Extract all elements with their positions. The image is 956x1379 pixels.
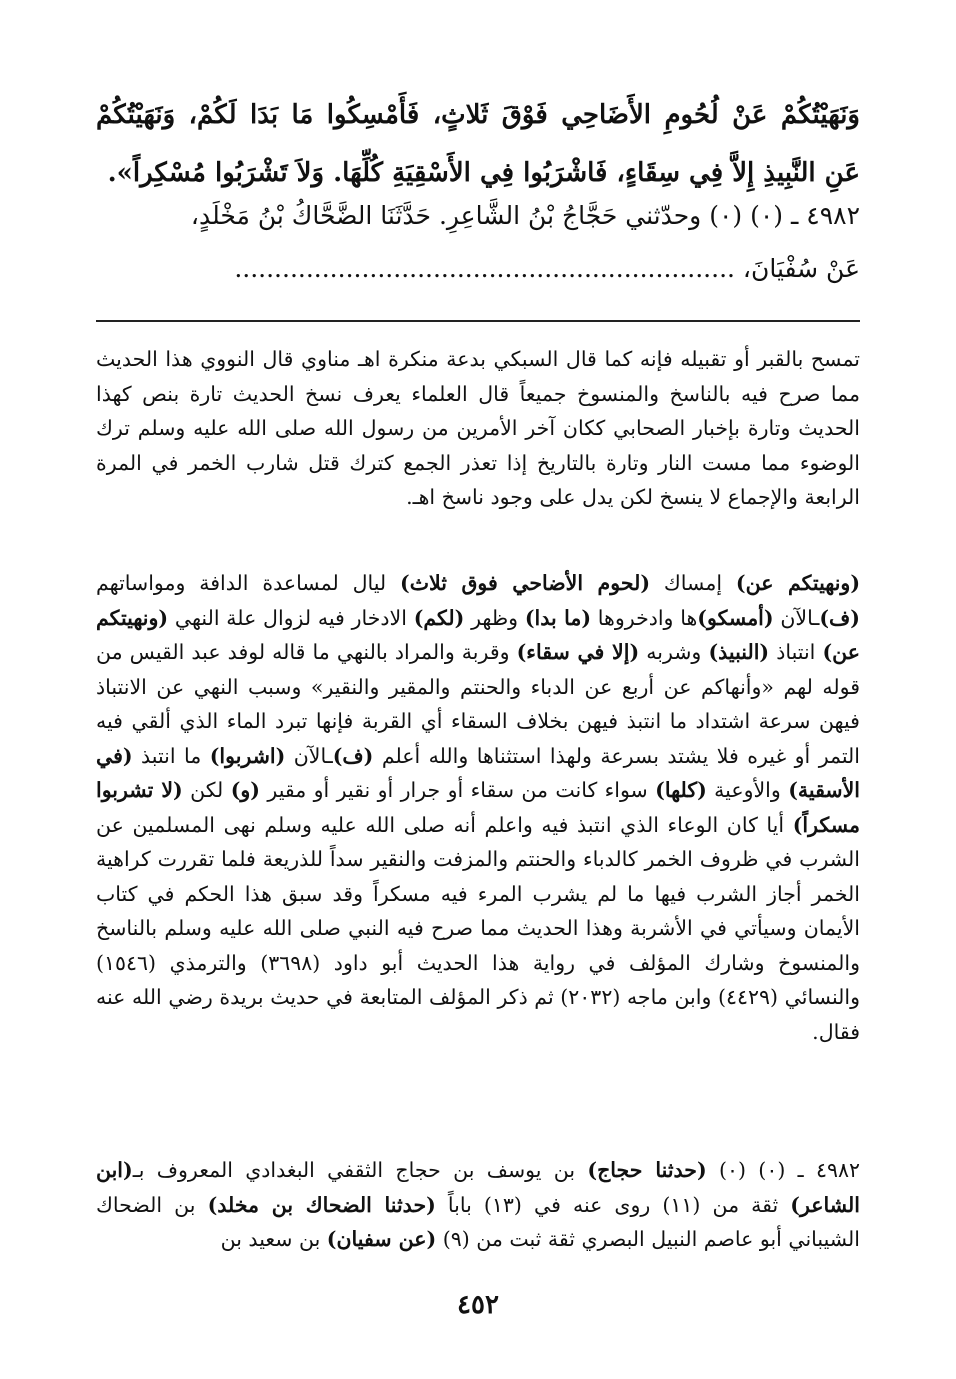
page-number: ٤٥٢ xyxy=(457,1290,499,1320)
hadith-matn: وَنَهَيْتُكُمْ عَنْ لُحُومِ الأَضَاحِي فَوْقَ ثَلاثٍ، فَأَمْسِكُوا مَا بَدَا لَكُمْ، وَنَهَيْتُكُمْ عَنِ النَّبِيذِ إِلاَّ فِي سِقَاءٍ، فَاشْرَبُوا فِي الأَسْقِيَةِ كُلِّهَا. وَلاَ تَشْرَبُوا مُسْكِراً». xyxy=(96,100,860,188)
quoted-hadith-phrase: (ف) xyxy=(332,743,374,768)
quoted-hadith-phrase: (لحوم الأضاحي فوق ثلاث) xyxy=(400,571,651,595)
commentary-span: انتباذ xyxy=(769,640,823,664)
quoted-hadith-phrase: (اشربوا) xyxy=(209,743,286,768)
quoted-hadith-phrase: (لا تشربوا مسكراً) xyxy=(96,778,860,837)
commentary-text: تمسح بالقبر أو تقبيله فإنه كما قال السبكي بدعة منكرة اهـ مناوي قال النووي هذا الحديث مما صرح فيه بالناسخ والمنسوخ جميعاً قال العلماء يعرف نسخ الحديث تارة بنص كهذا الحديث وتارة بإخبار الصحابي ككان آخر الأمرين من رسول الله صلى الله عليه وسلم ترك الوضوء مما مست النار وتارة بالتاريخ إذا تعذر الجمع كترك قتل شارب الخمر في المرة الرابعة والإجماع لا ينسخ لكن يدل على وجود ناسخ اهـ. xyxy=(96,347,860,509)
document-page xyxy=(96,0,860,1379)
commentary-span: لكن xyxy=(182,778,231,802)
quoted-hadith-phrase: (ما بدا) xyxy=(524,605,592,630)
commentary-paragraph-1 xyxy=(96,342,860,515)
commentary-text xyxy=(96,1153,860,1257)
isnad-line-1: ٤٩٨٢ ـ (٠) (٠) وحدّثني حَجَّاجُ بْنُ الشَّاعِرِ. حَدَّثَنَا الضَّحَّاكُ بْنُ مَخْلَدٍ، xyxy=(190,201,860,230)
quoted-hadith-phrase: (النبيذ) xyxy=(708,640,770,664)
commentary-span: الادخار فيه لزوال علة النهي xyxy=(168,605,414,630)
quoted-hadith-phrase: (ونهيتكم عن) xyxy=(735,571,861,595)
quoted-hadith-phrase: (ابن الشاعر) xyxy=(96,1158,860,1217)
quoted-hadith-phrase: (لكم) xyxy=(413,605,465,630)
commentary-span: إمساك xyxy=(650,571,736,595)
quoted-hadith-phrase: (ف) xyxy=(819,605,860,630)
quoted-hadith-phrase: (أمسكو) xyxy=(697,605,774,630)
quoted-hadith-phrase: (في الأسقية) xyxy=(96,743,860,802)
quoted-hadith-phrase: (و) xyxy=(230,778,260,802)
quoted-hadith-phrase: (حدثنا الضحاك بن مخلد) xyxy=(207,1192,436,1217)
commentary-span: بن سعيد بن xyxy=(220,1227,327,1251)
commentary-span: ها وادخروها xyxy=(591,605,698,630)
commentary-span: وظهر xyxy=(464,605,525,630)
commentary-span: سواء كانت من سقاء أو جرار أو نقير أو مقير xyxy=(260,778,656,802)
isnad-ellipsis: ............................................................... xyxy=(234,254,735,283)
commentary-span: والأوعية xyxy=(706,778,789,802)
commentary-span: ـالآن xyxy=(773,605,820,630)
quoted-hadith-phrase: (عن سفيان) xyxy=(326,1227,437,1251)
commentary-span: بن الضحاك الشيباني أبو عاصم النبيل البصري ثقة ثبت من (٩) xyxy=(96,1192,860,1251)
commentary-span: وشربه xyxy=(639,640,709,664)
commentary-paragraph-2 xyxy=(96,566,860,1049)
quoted-hadith-phrase: (كلها) xyxy=(655,778,707,802)
commentary-span: ليال لمساعدة الدافة ومواساتهم xyxy=(96,571,401,595)
isnad-narrator: عَنْ سُفْيَانَ، xyxy=(742,254,860,283)
commentary-text xyxy=(96,566,860,1049)
quoted-hadith-phrase: (حدثنا حجاج) xyxy=(587,1158,707,1182)
commentary-span: ثقة من (١١) روى عنه في (١٣) باباً xyxy=(435,1192,791,1217)
commentary-span: وقربة والمراد بالنهي ما قاله لوفد عبد القيس من قوله لهم «وأنهاكم عن أربع عن الدباء والحنتم والمقير والنقير» وسبب النهي عن الانتباذ فيهن سرعة اشتداد ما انتبذ فيهن بخلاف السقاء أي القربة فإنها تبرد الماء الذي ألقي فيه التمر أو غيره فلا يشتد بسرعة ولهذا استثناها والله أعلم xyxy=(96,640,860,768)
commentary-span: ما انتبذ xyxy=(132,743,210,768)
hadith-number: ٤٩٨٢ ـ (٠) (٠) xyxy=(706,1158,861,1182)
commentary-span: أيا كان الوعاء الذي انتبذ فيه واعلم أنه صلى الله عليه وسلم نهى المسلمين عن الشرب في ظروف الخمر كالدباء والحنتم والمزفت والنقير سداً للذريعة فلما تقررت كراهية الخمر أجاز الشرب فيها ما لم يشرب المرء فيه مسكراً وقد سبق هذا الحكم في كتاب الأيمان وسيأتي في الأشربة وهذا الحديث مما صرح فيه النبي صلى الله عليه وسلم بالناسخ والمنسوخ وشارك المؤلف في رواية هذا الحديث أبو داود (٣٦٩٨) والترمذي (١٥٤٦) والنسائي (٤٤٢٩) وابن ماجه (٢٠٣٢) ثم ذكر المؤلف المتابعة في حديث بريدة رضي الله عنه فقال. xyxy=(96,812,860,1044)
quoted-hadith-phrase: (ونهيتكم عن) xyxy=(96,605,860,664)
isnad-line-2 xyxy=(96,250,860,288)
quoted-hadith-phrase: (إلا في سقاء) xyxy=(516,640,640,664)
commentary-paragraph-3 xyxy=(96,1153,860,1257)
commentary-span: ـالآن xyxy=(285,743,333,768)
footnote-divider xyxy=(96,320,860,322)
commentary-span: بن يوسف بن حجاج الثقفي البغدادي المعروف بـ xyxy=(132,1158,588,1182)
